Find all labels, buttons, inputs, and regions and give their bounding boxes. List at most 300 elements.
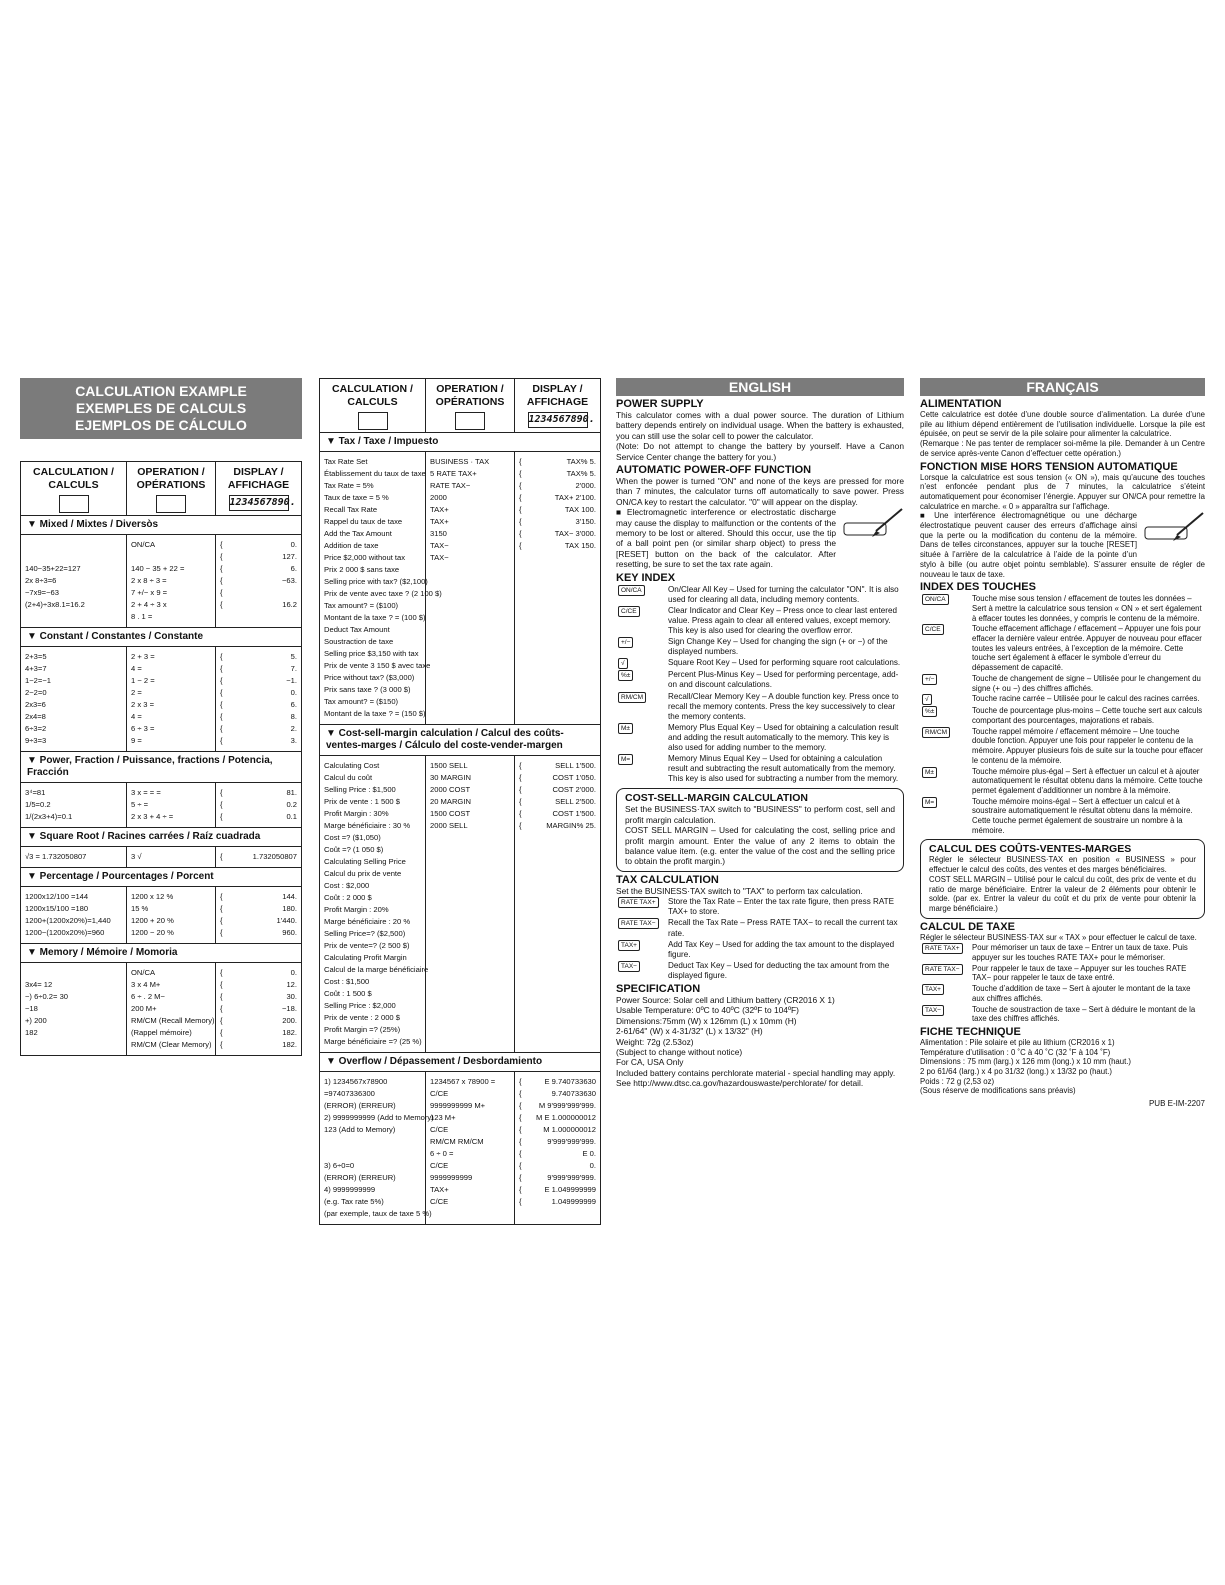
section-rows xyxy=(21,647,301,752)
key-sequence: 20 MARGIN xyxy=(430,797,471,806)
section-rows xyxy=(320,756,600,1053)
heading: INDEX DES TOUCHES xyxy=(920,581,1036,594)
key-icon: M= xyxy=(618,754,633,765)
section-rows xyxy=(21,887,301,944)
key-sequence: RM/CM (Clear Memory) xyxy=(131,1040,212,1049)
section-title: ▼ Memory / Mémoire / Momoria xyxy=(21,944,301,963)
key-sequence: 3 √ xyxy=(131,852,142,861)
calc-line: Coût =? (1 050 $) xyxy=(324,845,384,854)
key-sequence: 140 − 35 + 22 = xyxy=(131,564,185,573)
calc-line: Prix de vente avec taxe ? (2 100 $) xyxy=(324,589,442,598)
calc-table-left xyxy=(20,461,302,1056)
key-sequence: 2 = xyxy=(131,688,142,697)
key-icon: ON/CA xyxy=(618,585,645,596)
calc-line: Cost : $2,000 xyxy=(324,881,370,890)
csm-box: CALCUL DES COÛTS-VENTES-MARGES Régler le sélecteur BUSINESS·TAX en position « BUSINESS » pour effectuer le calcul des coûts, des ventes et des marges bénéficiaires. COST SELL MARGIN – Utilisé pour le calcul du coût, des prix de vente et du ratio de marge bénéficiaire. Entrer la valeur de 2 éléments pour obtenir le solde. (par ex. Entrer la valeur du coût et du prix de vente pour obtenir la marge bénéficiaire.) xyxy=(920,839,1205,918)
display-value: { 1.049999999 xyxy=(519,1197,596,1206)
key-sequence: 30 MARGIN xyxy=(430,773,471,782)
calc-line: Price $2,000 without tax xyxy=(324,553,406,562)
key-icon: C/CE xyxy=(922,624,944,635)
calc-line: (par exemple, taux de taxe 5 %) xyxy=(324,1209,432,1218)
section-title: ▼ Cost-sell-margin calculation / Calcul des coûts-ventes-marges / Cálculo del coste-vender-margen xyxy=(320,725,600,756)
key-icon: C/CE xyxy=(618,606,640,617)
calc-line: (e.g. Tax rate 5%) xyxy=(324,1197,384,1206)
key-icon: RM/CM xyxy=(922,727,950,738)
key-index-item xyxy=(920,674,1205,693)
display-value: { 9.740733630 xyxy=(519,1089,596,1098)
section-rows xyxy=(21,963,301,1055)
key-description: Touche de changement de signe – Utilisée pour le changement du signe (+ ou −) des chiffres affichés. xyxy=(972,673,1201,693)
key-description: Recall the Tax Rate – Press RATE TAX− to recall the current tax rate. xyxy=(668,918,898,938)
calc-line: Addition de taxe xyxy=(324,541,379,550)
key-description: Touche mémoire plus-égal – Sert à effectuer un calcul et à ajouter automatiquement le résultat obtenu dans la mémoire. Cette touche permet également d’additionner un nombre à la mémoire. xyxy=(972,766,1203,795)
key-sequence: 3 x = = = xyxy=(131,788,161,797)
calc-line: Selling price $3,150 with tax xyxy=(324,649,419,658)
cell-calc xyxy=(320,1072,434,1224)
cell-calc xyxy=(21,887,127,943)
cell-ops xyxy=(127,847,216,867)
key-index-item xyxy=(920,984,1205,1003)
calc-line xyxy=(25,611,122,623)
section-rows xyxy=(320,1072,600,1224)
calc-line: 123 (Add to Memory) xyxy=(324,1125,396,1134)
key-icon: √ xyxy=(922,694,932,705)
display-value: { 9'999'999'999. xyxy=(519,1173,596,1182)
calc-line xyxy=(25,539,122,551)
display-value: { 81. xyxy=(220,788,297,797)
calc-line: 1200−(1200x20%)=960 xyxy=(25,928,105,937)
spec-line: See http://www.dtsc.ca.gov/hazardouswaste/perchlorate/ for detail. xyxy=(616,1078,864,1089)
calc-line: Add the Tax Amount xyxy=(324,529,392,538)
key-index-item xyxy=(920,797,1205,836)
key-icon: TAX+ xyxy=(922,984,944,995)
cell-disp xyxy=(515,452,600,724)
key-sequence: C/CE xyxy=(430,1125,449,1134)
calc-line: 1/5=0.2 xyxy=(25,800,51,809)
key-description: Touche d’addition de taxe – Sert à ajouter le montant de la taxe aux chiffres affichés. xyxy=(972,984,1191,1003)
cell-ops xyxy=(127,783,216,827)
key-icon: %± xyxy=(922,706,937,717)
key-sequence: 1200 − 20 % xyxy=(131,928,174,937)
key-description: Pour mémoriser un taux de taxe – Entrer un taux de taxe. Puis appuyer sur les touches RATE TAX+ pour le mémoriser. xyxy=(972,943,1188,963)
cell-disp xyxy=(216,535,301,627)
key-sequence: 5 RATE TAX+ xyxy=(430,469,477,478)
calc-line: Rappel du taux de taxe xyxy=(324,517,403,526)
calc-line: −7x9=−63 xyxy=(25,588,59,597)
key-index-item xyxy=(616,754,904,784)
key-description: Touche racine carrée – Utilisée pour le calcul des racines carrées. xyxy=(972,694,1200,704)
display-value: { 1'440. xyxy=(220,916,297,925)
key-index-item xyxy=(920,943,1205,962)
calc-line: Profit Margin =? (25%) xyxy=(324,1025,401,1034)
key-index-item xyxy=(616,670,904,690)
display-value: { E 1.049999999 xyxy=(519,1185,596,1194)
display-value: { 960. xyxy=(220,928,297,937)
key-icon: TAX− xyxy=(922,1005,944,1016)
key-sequence: ON/CA xyxy=(131,968,156,977)
section-title: ▼ Overflow / Dépassement / Desbordamiento xyxy=(320,1053,600,1072)
calc-line: Taux de taxe = 5 % xyxy=(324,493,389,502)
calc-line: Tax Rate Set xyxy=(324,457,368,466)
calc-line: 1−2=−1 xyxy=(25,676,51,685)
key-index-item xyxy=(616,897,904,917)
key-description: Percent Plus-Minus Key – Used for performing percentage, add-on and discount calculations. xyxy=(668,670,899,690)
display-value: { TAX 100. xyxy=(519,505,596,514)
cell-ops xyxy=(426,1072,515,1224)
key-sequence: 8 . 1 = xyxy=(131,612,153,621)
key-index-item xyxy=(920,624,1205,673)
display-value: { 2'000. xyxy=(519,481,596,490)
spec-line: (Subject to change without notice) xyxy=(616,1047,743,1057)
cell-calc xyxy=(320,452,442,724)
calc-line: 3⁴=81 xyxy=(25,788,46,797)
display-value: { COST 1'500. xyxy=(519,809,596,818)
spec-line: Included battery contains perchlorate material - special handling may apply. xyxy=(616,1067,896,1078)
section-rows xyxy=(320,452,600,725)
key-sequence: 15 % xyxy=(131,904,149,913)
key-sequence: 1200 x 12 % xyxy=(131,892,174,901)
calc-line: Soustraction de taxe xyxy=(324,637,394,646)
key-sequence: 2 + 4 ÷ 3 x xyxy=(131,600,167,609)
key-sequence: 4 = xyxy=(131,712,142,721)
cell-disp xyxy=(515,756,600,1052)
table-header: CALCULATION / CALCULS OPERATION / OPÉRATIONS DISPLAY / AFFICHAGE 1234567890. xyxy=(320,379,600,433)
calc-line: Calcul du coût xyxy=(324,773,373,782)
heading: POWER SUPPLY xyxy=(616,398,704,410)
display-value: { 3. xyxy=(220,736,297,745)
key-index-item xyxy=(616,606,904,636)
key-description: Clear Indicator and Clear Key – Press once to clear last entered value. Press again to clear all entered values, except memory. This key is also used for clearing the overflow error. xyxy=(668,605,897,636)
calc-line: Coût : 2 000 $ xyxy=(324,893,372,902)
key-index-item xyxy=(616,723,904,753)
display-value: { 180. xyxy=(220,904,297,913)
calc-line: 3x4= 12 xyxy=(25,980,53,989)
key-sequence: 1500 COST xyxy=(430,809,471,818)
display-value: { 0. xyxy=(220,968,297,977)
display-value: { 12. xyxy=(220,980,297,989)
key-sequence: 6 ÷ 3 = xyxy=(131,724,155,733)
calculation-icon xyxy=(59,495,89,513)
calc-line: Selling Price=? ($2,500) xyxy=(324,929,406,938)
key-index-item xyxy=(920,694,1205,705)
display-value: { 6. xyxy=(220,564,297,573)
key-sequence: 2000 COST xyxy=(430,785,471,794)
key-sequence: TAX+ xyxy=(430,517,449,526)
calc-line: 2x4=8 xyxy=(25,712,46,721)
lcd-display-icon: 1234567890. xyxy=(229,495,289,511)
calc-examples-column-2 xyxy=(319,378,601,1225)
display-value: { −18. xyxy=(220,1004,297,1013)
calc-line: 1200x15/100 =180 xyxy=(25,904,89,913)
key-sequence: (Rappel mémoire) xyxy=(131,1028,192,1037)
display-value: { COST 2'000. xyxy=(519,785,596,794)
heading: AUTOMATIC POWER-OFF FUNCTION xyxy=(616,464,812,477)
french-banner: FRANÇAIS xyxy=(920,378,1205,396)
display-value: { SELL 2'500. xyxy=(519,797,596,806)
key-icon: +/− xyxy=(922,674,937,685)
key-sequence: ON/CA xyxy=(131,540,156,549)
display-value: { M 1.000000012 xyxy=(519,1125,596,1134)
key-description: Touche de soustraction de taxe – Sert à déduire le montant de la taxe des chiffres affichés. xyxy=(972,1004,1196,1024)
key-index-item xyxy=(920,727,1205,766)
display-value: { −63. xyxy=(220,576,297,585)
key-icon: RATE TAX− xyxy=(922,964,963,975)
cell-disp xyxy=(515,1072,600,1224)
section-title: ▼ Tax / Taxe / Impuesto xyxy=(320,433,600,452)
heading: KEY INDEX xyxy=(616,571,676,584)
key-icon: M= xyxy=(922,797,937,808)
cell-calc xyxy=(21,963,127,1055)
key-sequence: RM/CM (Recall Memory) xyxy=(131,1016,215,1025)
calc-line: Prix de vente 3 150 $ avec taxe xyxy=(324,661,431,670)
calc-line: −) 6÷0.2= 30 xyxy=(25,992,69,1001)
calc-line: Tax amount? = ($150) xyxy=(324,697,399,706)
key-sequence: RATE TAX− xyxy=(430,481,471,490)
cell-disp xyxy=(216,647,301,751)
calc-line: Cost =? ($1,050) xyxy=(324,833,381,842)
calc-line: 3) 6÷0=0 xyxy=(324,1161,355,1170)
calc-line: Tax amount? = ($100) xyxy=(324,601,399,610)
hand-press-icon xyxy=(455,412,485,430)
calculation-icon xyxy=(358,412,388,430)
key-description: Recall/Clear Memory Key – A double function key. Press once to recall the memory contents. Press the key successively to clear the memory contents. xyxy=(668,691,899,721)
key-description: Pour rappeler le taux de taxe – Appuyer sur les touches RATE TAX− pour rappeler le taux de taxe entré. xyxy=(972,963,1187,983)
calc-line: 2) 9999999999 (Add to Memory) xyxy=(324,1113,434,1122)
key-sequence: 1234567 x 78900 = xyxy=(430,1077,496,1086)
calc-line: 9÷3=3 xyxy=(25,736,47,745)
key-description: Touche mémoire moins-égal – Sert à effectuer un calcul et à soustraire automatiquement le résultat obtenu dans la mémoire. Cette touche permet également de soustraire un nombre à la mémoire. xyxy=(972,796,1193,835)
display-value: { 182. xyxy=(220,1040,297,1049)
key-icon: RM/CM xyxy=(618,692,646,703)
key-sequence: 123 M+ xyxy=(430,1113,456,1122)
calc-line: √3 = 1.732050807 xyxy=(25,852,87,861)
key-icon: RATE TAX− xyxy=(618,918,659,929)
french-column: FRANÇAIS ALIMENTATION Cette calculatrice est dotée d’une double source d’alimentation. La durée d’une pile au lithium dépend entièrement de l’utilisation individuelle. Lorsque la pile est épuisée, on peut se servir de la pile solaire pour alimenter la calculatrice. (Remarque : Ne pas tenter de remplacer soi-même la pile. Demander à un Centre de service après-vente Canon d’effectuer cette opération.) FONCTION MISE HORS TENSION AUTOMATIQUE Lorsque la calculatrice est sous tension (« ON »), mais qu’aucune des touches n’est enfoncée pendant plus de 7 minutes, la calculatrice s’éteint automatiquement pour économiser l’énergie. Appuyer sur ON/CA pour remettre la calculatrice en marche. « 0 » apparaîtra sur l’affichage. ■ Une interférence électromagnétique ou une décharge électrostatique peuvent causer des erreurs d’affichage ainsi que la perte ou la modification du contenu de la mémoire. Dans de telles circonstances, appuyer sur la touche [RESET] située à l’arrière de la calculatrice à l’aide de la pointe d’un stylo à bille (ou autre objet pointu semblable). S’assurer ensuite de régler de nouveau le taux de taxe. INDEX DES TOUCHES ON/CA Touche mise sous tension / effacement de toutes les données – Sert à mettre la calculatrice sous tension « ON » et sert également à effacer toutes les données, y compris le contenu de la mémoire. C/CE Touche effacement affichage / effacement – Appuyer une fois pour effacer la dernière valeur entrée. Appuyer de nouveau pour effacer toutes les valeurs entrées, à l’exception de la mémoire. Cette touche sert également à effacer le symbole d’erreur du dépassement de capacité. +/− Touche de changement de signe – Utilisée pour le changement du signe (+ ou −) des chiffres affichés. √ Touche racine carrée – Utilisée pour le calcul des racines carrées. %± Touche de pourcentage plus-moins – Cette touche sert aux calculs comportant des pourcentages, majorations et rabais. RM/CM Touche rappel mémoire / effacement mémoire – Une touche double fonction. Appuyer une fois pour rappeler le contenu de la mémoire. Appuyer plusieurs fois de suite sur la touche pour effacer le contenu de la mémoire. M± Touche mémoire plus-égal – Sert à effectuer un calcul et à ajouter automatiquement le résultat obtenu dans la mémoire. Cette touche permet également d’additionner un nombre à la mémoire. M= Touche mémoire moins-égal – Sert à effectuer un calcul et à soustraire automatiquement le résultat obtenu dans la mémoire. Cette touche permet également de soustraire un nombre à la mémoire. CALCUL DES COÛTS-VENTES-MARGES Régler le sélecteur BUSINESS·TAX en position « BUSINESS » pour effectuer le calcul des coûts, des ventes et des marges bénéficiaires. COST SELL MARGIN – Utilisé pour le calcul du coût, des prix de vente et du ratio de marge bénéficiaire. Entrer la valeur de 2 éléments pour obtenir le solde. (par ex. Entrer la valeur du coût et du prix de vente pour obtenir la marge bénéficiaire.) CALCUL DE TAXE Régler le sélecteur BUSINESS·TAX sur « TAX » pour effectuer le calcul de taxe. RATE TAX+ Pour mémoriser un taux de taxe – Entrer un taux de taxe. Puis appuyer sur les touches RATE TAX+ pour le mémoriser. RATE TAX− Pour rappeler le taux de taxe – Appuyer sur les touches RATE TAX− pour rappeler le taux de taxe entré. TAX+ Touche d’addition de taxe – Sert à ajouter le montant de la taxe aux chiffres affichés. TAX− Touche de soustraction de taxe – Sert à déduire le montant de la taxe des chiffres affichés. FICHE TECHNIQUE Alimentation : Pile solaire et pile au lithium (CR2016 x 1) Température d’utilisation : 0 ˚C à 40 ˚C (32 ˚F à 104 ˚F) Dimensions : 75 mm (larg.) x 126 mm (long.) x 10 mm (haut.) 2 po 61/64 (larg.) x 4 po 31/32 (long.) x 13/32 po (haut.) Poids : 72 g (2,53 oz) (Sous réserve de modifications sans préavis) PUB E-IM-2207 xyxy=(920,379,1205,1109)
key-sequence: 200 M+ xyxy=(131,1004,157,1013)
calc-line: 4) 9999999999 xyxy=(324,1185,376,1194)
english-column: ENGLISH POWER SUPPLY This calculator comes with a dual power source. The duration of Lithium battery depends entirely on individual usage. When the battery is exhausted, you can still use the solar cell to power the calculator. (Note: Do not attempt to change the battery by yourself. Have a Canon Service Center change the battery for you.) AUTOMATIC POWER-OFF FUNCTION When the power is turned "ON" and none of the keys are pressed for more than 7 minutes, the calculator turns off automatically to save power. Press ON/CA key to restart the calculator. "0" will appear on the display. ■ Electromagnetic interference or electrostatic discharge may cause the display to malfunction or the contents of the memory to be lost or altered. Should this occur, use the tip of a ball point pen (or similar sharp object) to press the [RESET] button on the back of the calculator. After resetting, be sure to set the tax rate again. KEY INDEX ON/CA On/Clear All Key – Used for turning the calculator "ON". It is also used for clearing all data, including memory contents. C/CE Clear Indicator and Clear Key – Press once to clear last entered value. Press again to clear all entered values, except memory. This key is also used for clearing the overflow error. +/− Sign Change Key – Used for changing the sign (+ or −) of the displayed numbers. √ Square Root Key – Used for performing square root calculations. %± Percent Plus-Minus Key – Used for performing percentage, add-on and discount calculations. RM/CM Recall/Clear Memory Key – A double function key. Press once to recall the memory contents. Press the key successively to clear the memory contents. M± Memory Plus Equal Key – Used for obtaining a calculation result and adding the result automatically to the memory. This key is also used for adding number to the memory. M= Memory Minus Equal Key – Used for obtaining a calculation result and subtracting the result automatically from the memory. This key is also used for subtracting a number from the memory. COST-SELL-MARGIN CALCULATION Set the BUSINESS·TAX switch to "BUSINESS" to perform cost, sell and profit margin calculation. COST SELL MARGIN – Used for calculating the cost, selling price and profit margin amount. Enter the value of any 2 items to obtain the balance value item. (e.g. enter the value of the cost and the selling price to obtain the profit margin.) TAX CALCULATION Set the BUSINESS·TAX switch to "TAX" to perform tax calculation. RATE TAX+ Store the Tax Rate – Enter the tax rate figure, then press RATE TAX+ to store. RATE TAX− Recall the Tax Rate – Press RATE TAX− to recall the current tax rate. TAX+ Add Tax Key – Used for adding the tax amount to the displayed figure. TAX− Deduct Tax Key – Used for deducting the tax amount from the displayed figure. SPECIFICATION Power Source: Solar cell and Lithium battery (CR2016 X 1) Usable Temperature: 0ºC to 40ºC (32ºF to 104ºF) Dimensions:75mm (W) x 126mm (L) x 10mm (H) 2-61/64" (W) x 4-31/32" (L) x 13/32" (H) Weight: 72g (2.53oz) (Subject to change without notice) For CA, USA Only Included battery contains perchlorate material - special handling may apply. See http://www.dtsc.ca.gov/hazardouswaste/perchlorate/ for detail. xyxy=(616,379,904,1089)
key-description: Touche mise sous tension / effacement de toutes les données – Sert à mettre la calculatrice sous tension « ON » et sert également à effacer toutes les données, y compris le contenu de la mémoire. xyxy=(972,594,1202,623)
calc-line: Calculating Selling Price xyxy=(324,857,406,866)
section-title: ▼ Power, Fraction / Puissance, fractions / Potencia, Fracción xyxy=(21,752,301,783)
calc-line: Tax Rate = 5% xyxy=(324,481,374,490)
calc-line: 2x3=6 xyxy=(25,700,46,709)
key-index-list xyxy=(616,585,904,785)
csm-box: COST-SELL-MARGIN CALCULATION Set the BUSINESS·TAX switch to "BUSINESS" to perform cost, sell and profit margin calculation. COST SELL MARGIN – Used for calculating the cost, selling price and profit margin amount. Enter the value of any 2 items to obtain the balance value item. (e.g. enter the value of the cost and the selling price to obtain the profit margin.) xyxy=(616,788,904,871)
key-icon: %± xyxy=(618,670,633,681)
cell-ops xyxy=(127,963,216,1055)
display-value: { 2. xyxy=(220,724,297,733)
cell-ops xyxy=(426,756,515,1052)
calc-line: Prix de vente : 1 500 $ xyxy=(324,797,400,806)
calc-line: Montant de la taxe ? = (150 $) xyxy=(324,709,426,718)
key-description: Deduct Tax Key – Used for deducting the tax amount from the displayed figure. xyxy=(668,960,890,980)
display-value: { 16.2 xyxy=(220,600,297,609)
cell-calc xyxy=(21,647,127,751)
key-description: Add Tax Key – Used for adding the tax amount to the displayed figure. xyxy=(668,939,895,959)
display-value: { TAX% 5. xyxy=(519,469,596,478)
calc-line xyxy=(25,551,122,563)
key-sequence: RM/CM RM/CM xyxy=(430,1137,484,1146)
key-sequence: 2000 xyxy=(430,493,447,502)
display-value: { 7. xyxy=(220,664,297,673)
calc-line: Selling Price : $2,000 xyxy=(324,1001,396,1010)
calc-example-banner: CALCULATION EXAMPLE EXEMPLES DE CALCULS EJEMPLOS DE CÁLCULO xyxy=(20,378,302,439)
reset-pen-illustration-icon xyxy=(842,507,904,555)
display-value: { SELL 1'500. xyxy=(519,761,596,770)
display-value: { M 9'999'999'999. xyxy=(519,1101,596,1110)
display-value: { TAX+ 2'100. xyxy=(519,493,596,502)
key-sequence: C/CE xyxy=(430,1089,449,1098)
spec-line: Dimensions : 75 mm (larg.) x 126 mm (long.) x 10 mm (haut.) xyxy=(920,1057,1132,1067)
spec-line: (Sous réserve de modifications sans préavis) xyxy=(920,1086,1076,1096)
key-sequence: 2 x 3 = xyxy=(131,700,155,709)
key-index-list xyxy=(920,594,1205,835)
cell-ops xyxy=(127,647,216,751)
display-value: { 144. xyxy=(220,892,297,901)
calc-line: +) 200 xyxy=(25,1016,47,1025)
spec-line: Dimensions:75mm (W) x 126mm (L) x 10mm (H) xyxy=(616,1015,797,1026)
spec-list xyxy=(920,1038,1205,1096)
calc-line: Price without tax? ($3,000) xyxy=(324,673,415,682)
display-value: { 9'999'999'999. xyxy=(519,1137,596,1146)
key-index-item xyxy=(920,706,1205,725)
key-sequence: TAX+ xyxy=(430,505,449,514)
heading: CALCUL DE TAXE xyxy=(920,920,1015,933)
cell-calc xyxy=(21,847,127,867)
calc-line: Marge bénéficiaire : 30 % xyxy=(324,821,411,830)
display-value: { 0.2 xyxy=(220,800,297,809)
display-value: { 1.732050807 xyxy=(220,852,297,861)
key-icon: RATE TAX+ xyxy=(618,897,659,908)
calc-line: (ERROR) (ERREUR) xyxy=(324,1101,396,1110)
key-sequence: 5 ÷ = xyxy=(131,800,149,809)
heading: TAX CALCULATION xyxy=(616,873,719,886)
key-icon: RATE TAX+ xyxy=(922,943,963,954)
display-value: { TAX− 3'000. xyxy=(519,529,596,538)
calc-line: Selling Price : $1,500 xyxy=(324,785,396,794)
key-description: Memory Plus Equal Key – Used for obtaining a calculation result and adding the result automatically to the memory. This key is also used for adding number to the memory. xyxy=(668,722,899,752)
section-rows xyxy=(21,847,301,868)
spec-line: For CA, USA Only xyxy=(616,1057,684,1068)
calc-line: Prix de vente=? (2 500 $) xyxy=(324,941,410,950)
display-value: { 0. xyxy=(220,688,297,697)
section-rows xyxy=(21,783,301,828)
key-sequence: 9 = xyxy=(131,736,142,745)
display-value: { E 9.740733630 xyxy=(519,1077,596,1086)
calc-line: 1200x12/100 =144 xyxy=(25,892,89,901)
display-value: { 0. xyxy=(220,540,297,549)
cell-disp xyxy=(216,963,301,1055)
calc-line xyxy=(324,1148,421,1160)
calc-line: Calcul de la marge bénéficiaire xyxy=(324,965,429,974)
display-value: { 0.1 xyxy=(220,812,297,821)
key-sequence: 2000 SELL xyxy=(430,821,468,830)
calc-examples-column xyxy=(20,378,302,1056)
key-sequence: 1500 SELL xyxy=(430,761,468,770)
key-sequence: BUSINESS · TAX xyxy=(430,457,490,466)
calc-line: Calculating Cost xyxy=(324,761,380,770)
calc-line: Calculating Profit Margin xyxy=(324,953,407,962)
key-sequence: 1200 + 20 % xyxy=(131,916,174,925)
spec-line: 2 po 61/64 (larg.) x 4 po 31/32 (long.) x 13/32 po (haut.) xyxy=(920,1067,1113,1077)
calc-line: Calcul du prix de vente xyxy=(324,869,402,878)
calc-line xyxy=(25,967,122,979)
spec-line: Power Source: Solar cell and Lithium battery (CR2016 X 1) xyxy=(616,994,835,1005)
display-value: { 0. xyxy=(519,1161,596,1170)
calc-line: 6÷3=2 xyxy=(25,724,47,733)
calc-line: Profit Margin : 30% xyxy=(324,809,389,818)
calc-line: 140−35+22=127 xyxy=(25,564,81,573)
key-sequence: 6 ÷ . 2 M− xyxy=(131,992,165,1001)
key-sequence: TAX+ xyxy=(430,1185,449,1194)
key-sequence: 9999999999 M+ xyxy=(430,1101,486,1110)
display-value: { 30. xyxy=(220,992,297,1001)
display-value: { 5. xyxy=(220,652,297,661)
heading: SPECIFICATION xyxy=(616,982,701,995)
section-title: ▼ Percentage / Pourcentages / Porcent xyxy=(21,868,301,887)
key-index-item xyxy=(616,918,904,938)
calc-line: 1) 1234567x78900 xyxy=(324,1077,388,1086)
display-value: { COST 1'050. xyxy=(519,773,596,782)
calc-line xyxy=(324,1136,421,1148)
section-title: ▼ Constant / Constantes / Constante xyxy=(21,628,301,647)
spec-line: Usable Temperature: 0ºC to 40ºC (32ºF to 104ºF) xyxy=(616,1005,799,1016)
key-sequence: 2 x 8 ÷ 3 = xyxy=(131,576,167,585)
calc-line: 2+3=5 xyxy=(25,652,47,661)
key-icon: M± xyxy=(618,723,633,734)
spec-line: 2-61/64" (W) x 4-31/32" (L) x 13/32" (H) xyxy=(616,1026,763,1037)
calc-line: 2−2=0 xyxy=(25,688,47,697)
calc-line: Selling price with tax? ($2,100) xyxy=(324,577,428,586)
key-sequence: 1 − 2 = xyxy=(131,676,155,685)
cell-disp xyxy=(216,783,301,827)
key-icon: ON/CA xyxy=(922,594,949,605)
key-sequence: 7 +/− x 9 = xyxy=(131,588,168,597)
key-description: Touche effacement affichage / effacement – Appuyer une fois pour effacer la dernière valeur entrée. Appuyer de nouveau pour effacer toutes les valeurs entrées, à l’exception de la mémoire. Cette touche sert également à effacer le symbole d’erreur du dépassement de capacité. xyxy=(972,624,1202,673)
calc-line: Montant de la taxe ? = (100 $) xyxy=(324,613,426,622)
key-sequence: 2 x 3 + 4 ÷ = xyxy=(131,812,174,821)
display-value: { 8. xyxy=(220,712,297,721)
display-value: { E 0. xyxy=(519,1149,596,1158)
key-sequence xyxy=(131,551,211,563)
key-index-item xyxy=(616,637,904,657)
cell-ops xyxy=(127,535,216,627)
calc-line: −18 xyxy=(25,1004,38,1013)
cell-calc xyxy=(320,756,429,1052)
heading: FONCTION MISE HORS TENSION AUTOMATIQUE xyxy=(920,460,1178,473)
key-sequence: TAX− xyxy=(430,553,449,562)
display-value: { xyxy=(220,588,223,597)
key-index-item xyxy=(920,964,1205,983)
key-index-item xyxy=(920,767,1205,796)
key-index-item xyxy=(616,692,904,722)
key-icon: +/− xyxy=(618,637,633,648)
key-index-item xyxy=(920,1005,1205,1024)
calc-line: Cost : $1,500 xyxy=(324,977,370,986)
display-value: { 182. xyxy=(220,1028,297,1037)
cell-disp xyxy=(216,887,301,943)
calc-line: Marge bénéficiaire =? (25 %) xyxy=(324,1037,422,1046)
key-icon: TAX+ xyxy=(618,940,640,951)
display-value: { M E 1.000000012 xyxy=(519,1113,596,1122)
calc-table-mid xyxy=(319,378,601,1225)
spec-line: Alimentation : Pile solaire et pile au lithium (CR2016 x 1) xyxy=(920,1037,1115,1047)
spec-line: Poids : 72 g (2,53 oz) xyxy=(920,1076,995,1086)
calc-line: Profit Margin : 20% xyxy=(324,905,389,914)
key-sequence: 3150 xyxy=(430,529,447,538)
calc-line: Prix sans taxe ? (3 000 $) xyxy=(324,685,411,694)
